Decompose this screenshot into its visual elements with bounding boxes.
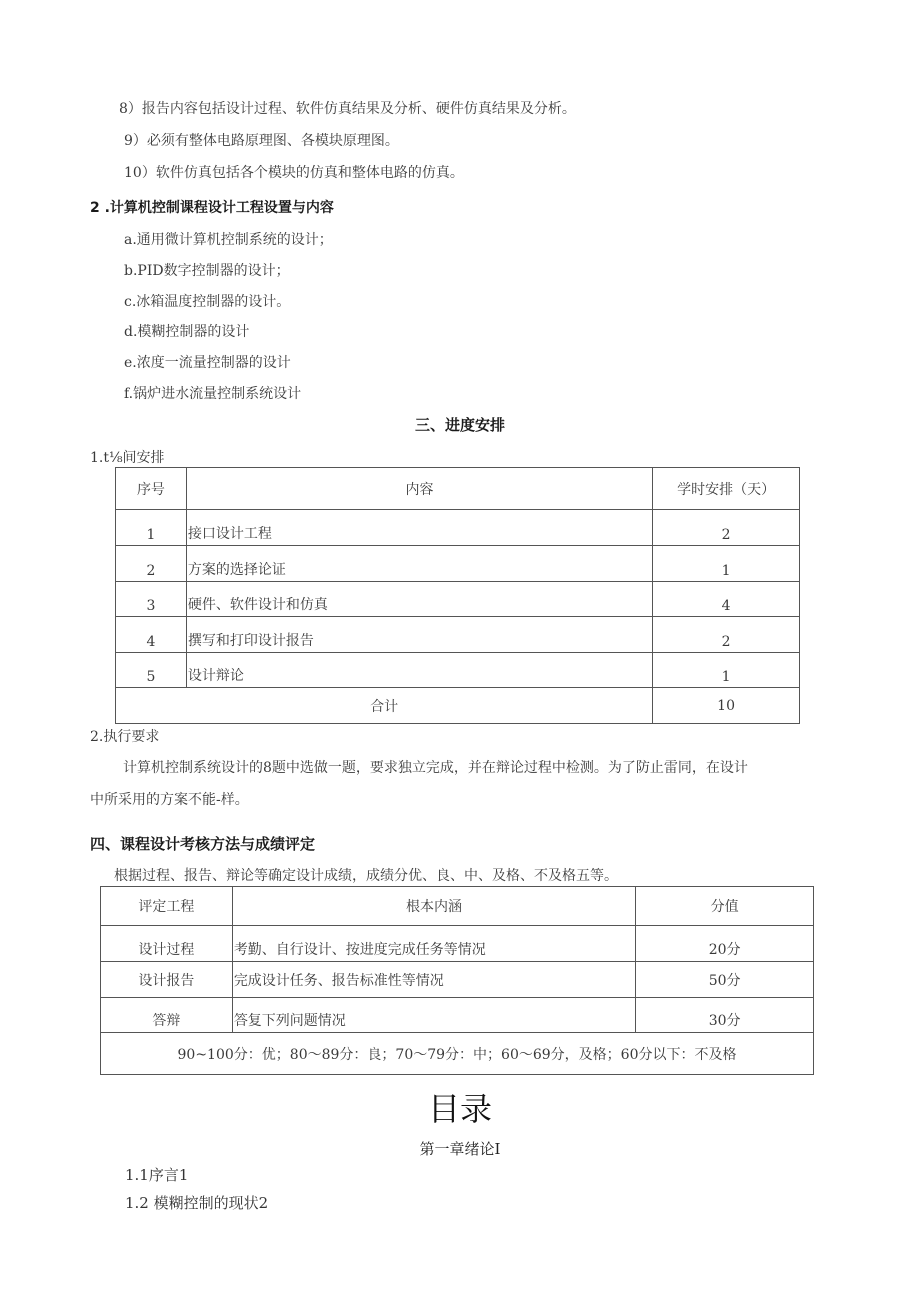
grading-item: 设计报告	[101, 962, 233, 998]
section-4-heading: 四、课程设计考核方法与成绩评定	[90, 835, 316, 853]
grading-item: 设计过程	[101, 926, 233, 962]
grading-header-row	[101, 887, 814, 926]
toc-item-1-2[interactable]: 1.2 模糊控制的现状2	[125, 1194, 269, 1212]
topic-b: b.PID数字控制器的设计；	[124, 263, 290, 279]
header-index: 序号	[116, 468, 187, 510]
toc-title: 目录	[427, 1090, 492, 1128]
header-description: 根本内涵	[232, 887, 635, 926]
row-days: 2	[653, 617, 800, 653]
grading-scale-row	[101, 1033, 814, 1075]
topic-f: f.锅炉进水流量控制系统设计	[124, 386, 302, 402]
grading-score: 50分	[636, 962, 814, 998]
grading-description: 考勤、自行设计、按进度完成任务等情况	[232, 926, 635, 962]
exec-text-line1: 计算机控制系统设计的8题中选做一题，要求独立完成，并在辩论过程中检测。为了防止雷同，在设计	[123, 760, 748, 776]
schedule-table	[115, 467, 800, 724]
topic-d: d.模糊控制器的设计	[124, 324, 250, 340]
schedule-label: 1.t⅛间安排	[90, 450, 165, 466]
table-row	[116, 617, 800, 653]
section-2-heading: 2 .计算机控制课程设计工程设置与内容	[90, 200, 334, 216]
row-content: 设计辩论	[186, 653, 652, 688]
row-days: 2	[653, 510, 800, 546]
requirement-9: 9）必须有整体电路原理图、各模块原理图。	[124, 133, 399, 149]
table-row	[101, 962, 814, 998]
grading-description: 答复下列问题情况	[232, 998, 635, 1033]
row-content: 硬件、软件设计和仿真	[186, 582, 652, 617]
requirement-8: 8）报告内容包括设计过程、软件仿真结果及分析、硬件仿真结果及分析。	[119, 101, 576, 117]
header-days: 学时安排（天）	[653, 468, 800, 510]
row-content: 撰写和打印设计报告	[186, 617, 652, 653]
row-days: 1	[653, 546, 800, 582]
grading-item: 答辩	[101, 998, 233, 1033]
grading-scale: 90~100分：优；80～89分：良；70～79分：中；60～69分，及格；60分以下：不及格	[101, 1033, 814, 1075]
topic-e: e.浓度一流量控制器的设计	[124, 355, 291, 371]
table-row	[101, 926, 814, 962]
row-index: 5	[116, 653, 187, 688]
row-content: 接口设计工程	[186, 510, 652, 546]
table-row	[101, 998, 814, 1033]
toc-item-1-1[interactable]: 1.1序言1	[125, 1166, 189, 1184]
table-row	[116, 653, 800, 688]
grading-table	[100, 886, 814, 1075]
requirement-10: 10）软件仿真包括各个模块的仿真和整体电路的仿真。	[124, 165, 464, 181]
total-label: 合计	[116, 688, 653, 724]
grading-intro: 根据过程、报告、辩论等确定设计成绩，成绩分优、良、中、及格、不及格五等。	[114, 868, 618, 884]
grading-description: 完成设计任务、报告标准性等情况	[232, 962, 635, 998]
row-index: 1	[116, 510, 187, 546]
section-3-heading: 三、进度安排	[414, 416, 505, 434]
exec-label: 2.执行要求	[90, 729, 160, 745]
row-index: 4	[116, 617, 187, 653]
grading-score: 30分	[636, 998, 814, 1033]
table-row	[116, 582, 800, 617]
table-row	[116, 546, 800, 582]
row-index: 2	[116, 546, 187, 582]
row-index: 3	[116, 582, 187, 617]
header-item: 评定工程	[101, 887, 233, 926]
schedule-total-row	[116, 688, 800, 724]
row-days: 4	[653, 582, 800, 617]
total-value: 10	[653, 688, 800, 724]
row-days: 1	[653, 653, 800, 688]
schedule-header-row	[116, 468, 800, 510]
topic-c: c.冰箱温度控制器的设计。	[124, 294, 291, 310]
grading-score: 20分	[636, 926, 814, 962]
row-content: 方案的选择论证	[186, 546, 652, 582]
header-content: 内容	[186, 468, 652, 510]
header-score: 分值	[636, 887, 814, 926]
toc-chapter-1[interactable]: 第一章绪论I	[419, 1140, 501, 1158]
table-row	[116, 510, 800, 546]
exec-text-line2: 中所采用的方案不能-样。	[90, 792, 249, 808]
topic-a: a.通用微计算机控制系统的设计；	[124, 232, 333, 248]
